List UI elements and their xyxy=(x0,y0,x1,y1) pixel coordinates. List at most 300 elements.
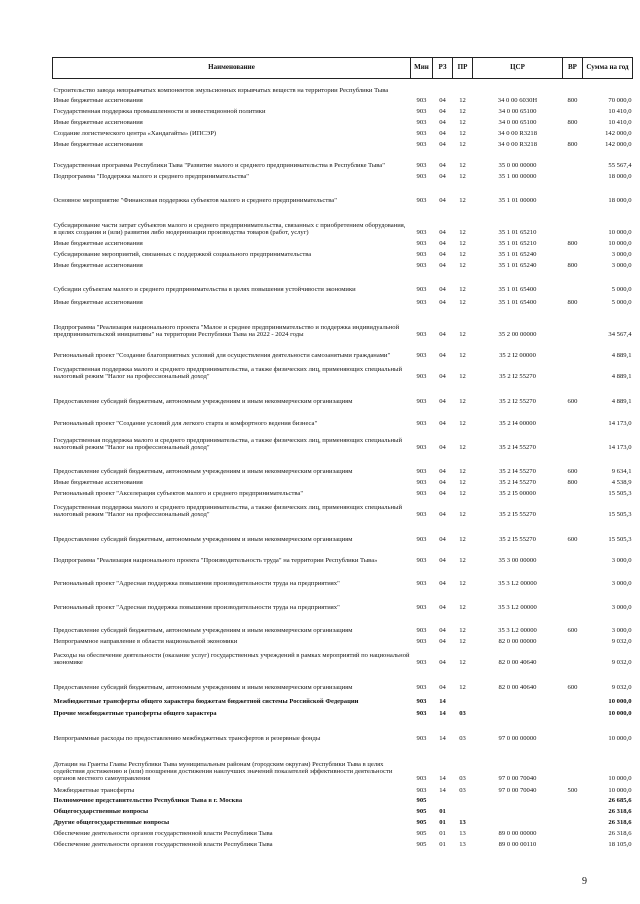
table-row xyxy=(53,667,633,692)
cell-name: Государственная поддержка малого и среднего предпринимательства, а также физических лиц, применяющих специальный налоговый режим "Налог на профессиональный доход" xyxy=(53,504,402,519)
table-row xyxy=(53,406,633,428)
cell-sum: 70 000,0 xyxy=(608,97,632,105)
table-row xyxy=(53,692,633,706)
cell-rz: 01 xyxy=(439,841,446,849)
cell-name: Другие общегосударственные вопросы xyxy=(53,819,170,827)
table-row xyxy=(53,181,633,205)
cell-pr: 12 xyxy=(459,299,466,307)
cell-csr: 97 0 00 00000 xyxy=(498,735,537,743)
cell-name: Предоставление субсидий бюджетным, автономным учреждениям и иным некоммерческим организациям xyxy=(53,398,353,406)
cell-pr: 12 xyxy=(459,536,466,544)
cell-sum: 10 410,0 xyxy=(608,119,632,127)
table-row xyxy=(53,149,633,170)
cell-min: 903 xyxy=(416,240,427,248)
cell-name: Обеспечение деятельности органов государственной власти Республики Тыва xyxy=(53,841,273,849)
cell-csr: 34 0 00 R3218 xyxy=(497,141,537,149)
cell-csr xyxy=(473,795,563,805)
cell-sum: 26 685,6 xyxy=(608,797,632,805)
table-row xyxy=(53,827,633,838)
cell-name: Государственная поддержка промышленности и инвестиционной политики xyxy=(53,108,266,116)
cell-rz: 04 xyxy=(439,299,446,307)
cell-min: 903 xyxy=(416,684,427,692)
cell-rz: 04 xyxy=(439,352,446,360)
cell-name: Подпрограмма "Реализация национального проекта "Малое и среднее предпринимательство и поддержка индивидуальной предпринимательской инициативы" на территории Республики Тыва на 2022 - 2024 годы xyxy=(53,324,400,339)
table-row xyxy=(53,294,633,307)
cell-sum: 55 567,4 xyxy=(608,162,632,170)
cell-csr xyxy=(473,816,563,827)
cell-min: 903 xyxy=(416,373,427,381)
cell-pr: 12 xyxy=(459,684,466,692)
cell-vr: 500 xyxy=(567,787,578,795)
cell-csr: 35 1 01 65210 xyxy=(498,240,537,248)
cell-min: 905 xyxy=(416,841,427,849)
cell-min: 903 xyxy=(416,479,427,487)
cell-pr: 12 xyxy=(459,604,466,612)
cell-min: 905 xyxy=(416,819,427,827)
cell-rz: 14 xyxy=(439,710,446,718)
cell-pr: 12 xyxy=(459,162,466,170)
cell-min: 903 xyxy=(416,286,427,294)
cell-rz: 04 xyxy=(439,229,446,237)
cell-vr xyxy=(563,544,583,565)
table-row xyxy=(53,452,633,476)
cell-name: Иные бюджетные ассигнования xyxy=(53,141,143,149)
cell-vr xyxy=(563,646,583,667)
cell-rz: 04 xyxy=(439,373,446,381)
header-sum: Сумма на год xyxy=(583,58,633,79)
table-row xyxy=(53,205,633,237)
cell-csr: 89 0 00 00110 xyxy=(498,841,537,849)
cell-rz: 04 xyxy=(439,331,446,339)
cell-pr: 12 xyxy=(459,638,466,646)
cell-rz: 04 xyxy=(439,197,446,205)
table-header-row xyxy=(53,58,633,79)
cell-pr: 12 xyxy=(459,627,466,635)
table-row xyxy=(53,519,633,544)
cell-name: Предоставление субсидий бюджетным, автономным учреждениям и иным некоммерческим организациям xyxy=(53,536,353,544)
cell-csr: 35 2 00 00000 xyxy=(498,331,537,339)
cell-name: Региональный проект "Адресная поддержка повышения производительности труда на предприятиях" xyxy=(53,580,340,588)
cell-name: Государственная поддержка малого и среднего предпринимательства, а также физических лиц, применяющих специальный налоговый режим "Налог на профессиональный доход" xyxy=(53,437,402,452)
cell-vr: 600 xyxy=(567,684,578,692)
cell-min: 903 xyxy=(416,638,427,646)
cell-csr: 35 2 I5 55270 xyxy=(499,511,536,519)
cell-pr xyxy=(453,692,473,706)
cell-sum: 9 634,1 xyxy=(611,468,632,476)
cell-min: 903 xyxy=(416,420,427,428)
cell-pr: 13 xyxy=(459,819,466,827)
cell-min: 903 xyxy=(416,299,427,307)
table-row xyxy=(53,138,633,149)
cell-name: Региональный проект "Адресная поддержка повышения производительности труда на предприятиях" xyxy=(53,604,340,612)
cell-rz: 04 xyxy=(439,536,446,544)
cell-pr: 12 xyxy=(459,398,466,406)
cell-rz: 04 xyxy=(439,420,446,428)
cell-sum: 14 173,0 xyxy=(608,420,632,428)
cell-name: Непрограммное направление в области национальной экономики xyxy=(53,638,238,646)
cell-name: Предоставление субсидий бюджетным, автономным учреждениям и иным некоммерческим организациям xyxy=(53,468,353,476)
cell-vr: 800 xyxy=(567,262,578,270)
cell-rz: 04 xyxy=(439,468,446,476)
cell-rz: 04 xyxy=(439,490,446,498)
cell-csr xyxy=(473,692,563,706)
cell-vr: 600 xyxy=(567,468,578,476)
cell-rz: 04 xyxy=(439,398,446,406)
cell-min: 905 xyxy=(416,797,427,805)
cell-pr: 12 xyxy=(459,173,466,181)
cell-name: Иные бюджетные ассигнования xyxy=(53,240,143,248)
cell-min: 903 xyxy=(416,119,427,127)
cell-rz: 04 xyxy=(439,262,446,270)
cell-vr xyxy=(563,692,583,706)
cell-name: Полномочное представительство Республики Тыва в г. Москва xyxy=(53,797,243,805)
cell-rz: 04 xyxy=(439,479,446,487)
cell-vr xyxy=(563,105,583,116)
cell-name: Иные бюджетные ассигнования xyxy=(53,299,143,307)
cell-csr: 82 0 00 00000 xyxy=(498,638,537,646)
cell-name: Государственная поддержка малого и среднего предпринимательства, а также физических лиц, применяющих специальный налоговый режим "Налог на профессиональный доход" xyxy=(53,366,402,381)
table-row xyxy=(53,237,633,248)
cell-sum: 10 000,0 xyxy=(608,240,632,248)
cell-rz: 04 xyxy=(439,684,446,692)
cell-rz: 04 xyxy=(439,130,446,138)
cell-name: Иные бюджетные ассигнования xyxy=(53,479,143,487)
table-row xyxy=(53,270,633,294)
cell-csr: 34 0 00 R3218 xyxy=(497,130,537,138)
cell-csr: 35 3 L2 00000 xyxy=(498,627,537,635)
cell-sum: 10 000,0 xyxy=(608,229,632,237)
cell-pr: 12 xyxy=(459,468,466,476)
cell-csr: 35 1 01 65400 xyxy=(498,286,537,294)
table-row xyxy=(53,487,633,498)
table-row xyxy=(53,805,633,816)
cell-csr: 35 2 I4 55270 xyxy=(499,468,536,476)
cell-vr xyxy=(563,718,583,743)
table-row xyxy=(53,565,633,588)
table-row xyxy=(53,105,633,116)
cell-name: Создание логистического центра «Хандагайты» (ИПСЭР) xyxy=(53,130,217,138)
cell-min: 903 xyxy=(416,251,427,259)
cell-rz: 04 xyxy=(439,286,446,294)
cell-sum: 34 567,4 xyxy=(608,331,632,339)
cell-sum: 3 000,0 xyxy=(611,262,632,270)
cell-sum: 3 000,0 xyxy=(611,251,632,259)
cell-pr: 12 xyxy=(459,141,466,149)
cell-rz: 04 xyxy=(439,604,446,612)
cell-vr: 600 xyxy=(567,627,578,635)
cell-min: 903 xyxy=(416,710,427,718)
cell-sum: 9 032,0 xyxy=(611,684,632,692)
table-row xyxy=(53,795,633,805)
cell-sum: 9 032,0 xyxy=(611,659,632,667)
cell-name: Государственная программа Республики Тыва "Развитие малого и среднего предпринимательства в Республике Тыва" xyxy=(53,162,385,170)
cell-min: 903 xyxy=(416,557,427,565)
cell-rz: 04 xyxy=(439,557,446,565)
cell-rz: 04 xyxy=(439,627,446,635)
cell-vr: 600 xyxy=(567,536,578,544)
cell-vr xyxy=(563,565,583,588)
cell-sum: 15 505,3 xyxy=(608,536,632,544)
cell-sum: 14 173,0 xyxy=(608,444,632,452)
cell-pr: 12 xyxy=(459,511,466,519)
cell-min: 905 xyxy=(416,830,427,838)
cell-pr: 12 xyxy=(459,240,466,248)
cell-vr xyxy=(563,795,583,805)
cell-name: Основное мероприятие "Финансовая поддержка субъектов малого и среднего предпринимательства" xyxy=(53,197,337,205)
cell-sum: 10 410,0 xyxy=(608,108,632,116)
cell-vr xyxy=(563,588,583,612)
cell-csr: 34 0 00 6030Н xyxy=(497,97,538,105)
cell-name: Иные бюджетные ассигнования xyxy=(53,262,143,270)
table-row xyxy=(53,381,633,406)
cell-csr: 97 0 00 70040 xyxy=(498,775,537,783)
cell-pr: 12 xyxy=(459,130,466,138)
cell-pr: 12 xyxy=(459,108,466,116)
cell-sum: 15 505,3 xyxy=(608,490,632,498)
table-row xyxy=(53,307,633,339)
cell-csr: 34 0 00 65100 xyxy=(498,108,537,116)
cell-pr: 12 xyxy=(459,119,466,127)
cell-pr: 12 xyxy=(459,420,466,428)
cell-vr: 800 xyxy=(567,479,578,487)
cell-pr xyxy=(453,795,473,805)
cell-name: Субсидии субъектам малого и среднего предпринимательства в целях повышения устойчивости экономики xyxy=(53,286,356,294)
table-row xyxy=(53,248,633,259)
cell-pr: 13 xyxy=(459,841,466,849)
cell-rz xyxy=(433,79,453,95)
table-row xyxy=(53,360,633,381)
cell-csr: 82 0 00 40640 xyxy=(498,684,537,692)
cell-vr xyxy=(563,487,583,498)
cell-csr: 35 1 01 65240 xyxy=(498,262,537,270)
table-row xyxy=(53,816,633,827)
cell-sum: 15 505,3 xyxy=(608,511,632,519)
cell-vr: 800 xyxy=(567,141,578,149)
cell-sum: 26 318,6 xyxy=(608,819,632,827)
cell-rz: 01 xyxy=(439,808,446,816)
cell-sum: 18 000,0 xyxy=(608,197,632,205)
cell-pr: 03 xyxy=(459,735,466,743)
cell-csr: 35 0 00 00000 xyxy=(498,162,537,170)
cell-sum: 4 889,1 xyxy=(611,352,632,360)
table-row xyxy=(53,838,633,849)
header-name: Наименование xyxy=(53,58,411,79)
cell-sum: 5 000,0 xyxy=(611,299,632,307)
cell-pr: 12 xyxy=(459,197,466,205)
cell-csr: 35 1 01 65240 xyxy=(498,251,537,259)
cell-min xyxy=(411,79,433,95)
cell-csr: 35 2 I2 55270 xyxy=(499,373,536,381)
cell-sum: 26 318,6 xyxy=(608,808,632,816)
table-row xyxy=(53,646,633,667)
cell-name: Субсидирование мероприятий, связанных с поддержкой социального предпринимательства xyxy=(53,251,312,259)
cell-rz: 04 xyxy=(439,97,446,105)
cell-sum: 3 000,0 xyxy=(611,557,632,565)
header-rz: РЗ xyxy=(433,58,453,79)
table-row xyxy=(53,339,633,360)
cell-pr: 03 xyxy=(459,787,466,795)
cell-name: Межбюджетные трансферты xyxy=(53,787,135,795)
cell-min: 903 xyxy=(416,97,427,105)
cell-pr: 12 xyxy=(459,490,466,498)
cell-name: Региональный проект "Создание благоприятных условий для осуществления деятельности самозанятыми гражданами" xyxy=(53,352,391,360)
cell-csr: 35 2 I5 55270 xyxy=(499,536,536,544)
cell-vr xyxy=(563,149,583,170)
cell-pr: 12 xyxy=(459,580,466,588)
table-row xyxy=(53,588,633,612)
cell-name: Подпрограмма "Поддержка малого и среднего предпринимательства" xyxy=(53,173,249,181)
cell-pr: 12 xyxy=(459,331,466,339)
cell-pr xyxy=(453,79,473,95)
cell-sum: 18 105,0 xyxy=(608,841,632,849)
table-row xyxy=(53,127,633,138)
cell-vr xyxy=(563,816,583,827)
cell-pr: 12 xyxy=(459,97,466,105)
cell-rz: 14 xyxy=(439,698,446,706)
cell-pr: 12 xyxy=(459,659,466,667)
cell-sum: 26 318,6 xyxy=(608,830,632,838)
cell-pr: 12 xyxy=(459,229,466,237)
table-row xyxy=(53,718,633,743)
header-pr: ПР xyxy=(453,58,473,79)
cell-name: Региональный проект "Создание условий для легкого старта и комфортного ведения бизнеса" xyxy=(53,420,318,428)
cell-name: Подпрограмма "Реализация национального проекта "Производительность труда" на территории Республики Тыва» xyxy=(53,557,378,565)
cell-pr: 12 xyxy=(459,286,466,294)
table-row xyxy=(53,95,633,105)
cell-csr: 34 0 00 65100 xyxy=(498,119,537,127)
cell-name: Межбюджетные трансферты общего характера бюджетам бюджетной системы Российской Федерации xyxy=(53,698,359,706)
cell-pr: 12 xyxy=(459,479,466,487)
cell-vr xyxy=(563,79,583,95)
cell-sum: 10 000,0 xyxy=(608,698,632,706)
cell-name: Прочие межбюджетные трансферты общего характера xyxy=(53,710,217,718)
table-row xyxy=(53,259,633,270)
cell-pr: 03 xyxy=(459,710,466,718)
cell-min: 903 xyxy=(416,627,427,635)
cell-min: 903 xyxy=(416,580,427,588)
cell-csr: 35 2 I4 55270 xyxy=(499,479,536,487)
cell-pr: 12 xyxy=(459,373,466,381)
cell-min: 903 xyxy=(416,331,427,339)
cell-vr: 800 xyxy=(567,299,578,307)
cell-rz: 01 xyxy=(439,830,446,838)
cell-csr xyxy=(473,79,563,95)
table-row xyxy=(53,612,633,635)
cell-csr: 35 3 L2 00000 xyxy=(498,604,537,612)
cell-sum xyxy=(583,79,633,95)
cell-vr xyxy=(563,170,583,181)
cell-min: 903 xyxy=(416,141,427,149)
cell-rz: 14 xyxy=(439,787,446,795)
cell-name: Субсидирование части затрат субъектов малого и среднего предпринимательства, связанных с приобретением оборудования, в целях создания и (или) развития либо модернизации производства товаров (работ, услуг) xyxy=(53,222,406,237)
cell-vr xyxy=(563,205,583,237)
table-row xyxy=(53,498,633,519)
cell-sum: 3 000,0 xyxy=(611,580,632,588)
cell-rz: 04 xyxy=(439,240,446,248)
cell-vr xyxy=(563,406,583,428)
cell-sum: 10 000,0 xyxy=(608,735,632,743)
table-row xyxy=(53,706,633,718)
cell-vr xyxy=(563,248,583,259)
cell-name: Строительство завода невзрывчатых компонентов эмульсионных взрывчатых веществ на территории Республики Тыва xyxy=(53,87,389,95)
table-row xyxy=(53,743,633,783)
cell-min: 903 xyxy=(416,735,427,743)
cell-csr: 35 2 I4 55270 xyxy=(499,444,536,452)
cell-rz: 04 xyxy=(439,580,446,588)
cell-name: Иные бюджетные ассигнования xyxy=(53,97,143,105)
table-row xyxy=(53,428,633,452)
cell-name: Обеспечение деятельности органов государственной власти Республики Тыва xyxy=(53,830,273,838)
cell-min: 903 xyxy=(416,108,427,116)
cell-vr: 800 xyxy=(567,119,578,127)
cell-csr: 82 0 00 40640 xyxy=(498,659,537,667)
cell-min: 903 xyxy=(416,787,427,795)
table-row xyxy=(53,544,633,565)
cell-sum: 142 000,0 xyxy=(605,130,632,138)
cell-min: 905 xyxy=(416,808,427,816)
cell-sum: 10 000,0 xyxy=(608,787,632,795)
cell-csr: 35 2 I5 00000 xyxy=(499,490,536,498)
cell-pr xyxy=(453,805,473,816)
cell-name: Региональный проект "Акселерация субъектов малого и среднего предпринимательства" xyxy=(53,490,304,498)
cell-csr: 35 3 00 00000 xyxy=(498,557,537,565)
cell-sum: 3 000,0 xyxy=(611,627,632,635)
cell-sum: 4 889,1 xyxy=(611,373,632,381)
cell-csr: 35 2 I2 55270 xyxy=(499,398,536,406)
cell-rz: 04 xyxy=(439,251,446,259)
cell-min: 903 xyxy=(416,162,427,170)
cell-rz: 01 xyxy=(439,819,446,827)
cell-pr: 12 xyxy=(459,262,466,270)
cell-sum: 3 000,0 xyxy=(611,604,632,612)
cell-sum: 4 889,1 xyxy=(611,398,632,406)
cell-csr: 35 2 I4 00000 xyxy=(499,420,536,428)
cell-sum: 10 000,0 xyxy=(608,710,632,718)
cell-vr xyxy=(563,706,583,718)
cell-vr xyxy=(563,181,583,205)
cell-name: Дотации на Гранты Главы Республики Тыва муниципальным районам (городским округам) Республики Тыва в целях содействия достижению и (или) поощрения достижения наилучших значений показателей эффективности деятельности органов местного самоуправления xyxy=(53,760,393,783)
cell-min: 903 xyxy=(416,173,427,181)
cell-min: 903 xyxy=(416,468,427,476)
cell-vr xyxy=(563,127,583,138)
cell-min: 903 xyxy=(416,262,427,270)
cell-rz: 04 xyxy=(439,119,446,127)
cell-min: 903 xyxy=(416,398,427,406)
cell-vr xyxy=(563,635,583,646)
cell-sum: 18 000,0 xyxy=(608,173,632,181)
cell-min: 903 xyxy=(416,511,427,519)
header-csr: ЦСР xyxy=(473,58,563,79)
cell-rz: 14 xyxy=(439,775,446,783)
cell-csr: 35 1 00 00000 xyxy=(498,173,537,181)
cell-rz: 04 xyxy=(439,108,446,116)
page-number: 9 xyxy=(582,876,587,887)
budget-table xyxy=(52,57,633,849)
cell-min: 903 xyxy=(416,229,427,237)
cell-vr xyxy=(563,743,583,783)
table-row xyxy=(53,170,633,181)
cell-csr: 35 3 L2 00000 xyxy=(498,580,537,588)
cell-min: 903 xyxy=(416,197,427,205)
cell-pr: 12 xyxy=(459,444,466,452)
cell-pr: 12 xyxy=(459,557,466,565)
cell-sum: 142 000,0 xyxy=(605,141,632,149)
cell-vr xyxy=(563,270,583,294)
cell-pr: 12 xyxy=(459,352,466,360)
cell-sum: 5 000,0 xyxy=(611,286,632,294)
cell-name: Иные бюджетные ассигнования xyxy=(53,119,143,127)
cell-sum: 4 538,9 xyxy=(611,479,632,487)
